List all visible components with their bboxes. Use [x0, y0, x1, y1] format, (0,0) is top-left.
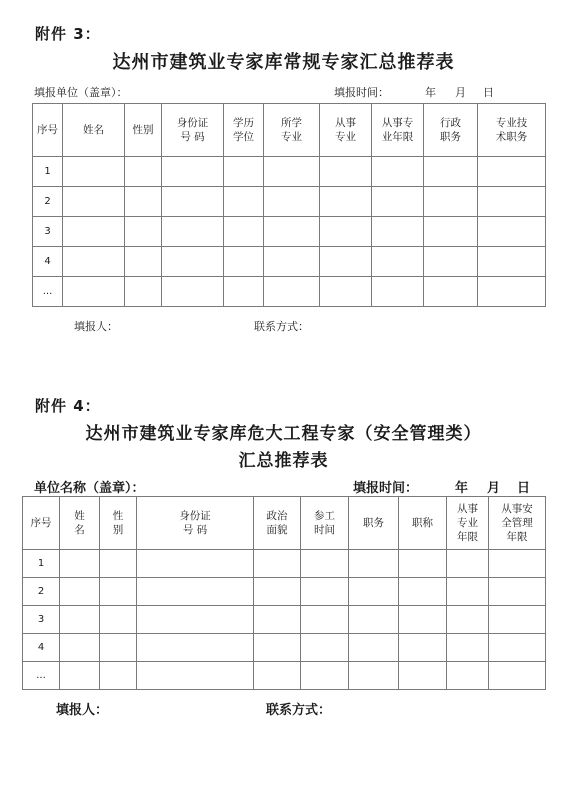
empty-cell: [254, 634, 301, 662]
empty-cell: [224, 277, 264, 307]
empty-cell: [301, 550, 349, 578]
empty-cell: [399, 634, 447, 662]
empty-cell: [137, 634, 254, 662]
empty-cell: [478, 247, 546, 277]
attachment-4-title: 达州市建筑业专家库危大工程专家（安全管理类）: [85, 424, 482, 444]
empty-cell: [478, 157, 546, 187]
header-cell: 学历 学位: [224, 104, 264, 157]
empty-cell: [301, 634, 349, 662]
row-number: 3: [33, 217, 63, 247]
header-cell: 参工 时间: [301, 497, 349, 550]
empty-cell: [489, 634, 546, 662]
empty-cell: [162, 247, 224, 277]
empty-cell: [424, 247, 478, 277]
fill-unit-label: 填报单位（盖章）：: [34, 86, 128, 99]
empty-cell: [447, 550, 489, 578]
empty-cell: [224, 187, 264, 217]
header-cell: 专业技 术职务: [478, 104, 546, 157]
empty-cell: [320, 247, 372, 277]
empty-cell: [399, 662, 447, 690]
empty-cell: [447, 662, 489, 690]
table-regular-experts: [32, 103, 546, 307]
empty-cell: [349, 662, 399, 690]
empty-cell: [254, 662, 301, 690]
empty-cell: [349, 634, 399, 662]
empty-cell: [399, 606, 447, 634]
empty-cell: [301, 662, 349, 690]
empty-cell: [125, 247, 162, 277]
empty-cell: [137, 578, 254, 606]
row-number: 1: [23, 550, 60, 578]
empty-cell: [372, 157, 424, 187]
empty-cell: [301, 578, 349, 606]
table-row: [33, 187, 546, 217]
table-row: [33, 217, 546, 247]
row-number: 2: [23, 578, 60, 606]
row-number: ...: [33, 277, 63, 307]
filler-label: 填报人：: [56, 703, 109, 718]
header-cell: 职称: [399, 497, 447, 550]
empty-cell: [320, 187, 372, 217]
empty-cell: [489, 606, 546, 634]
empty-cell: [162, 187, 224, 217]
empty-cell: [125, 217, 162, 247]
empty-cell: [100, 578, 137, 606]
attachment-4-label: 附件 4：: [35, 397, 101, 415]
empty-cell: [349, 578, 399, 606]
empty-cell: [224, 157, 264, 187]
header-cell: 从事 专业: [320, 104, 372, 157]
empty-cell: [399, 578, 447, 606]
header-cell: 姓名: [63, 104, 125, 157]
empty-cell: [60, 550, 100, 578]
empty-cell: [162, 157, 224, 187]
empty-cell: [60, 662, 100, 690]
header-cell: 从事专 业年限: [372, 104, 424, 157]
row-number: 3: [23, 606, 60, 634]
fill-date-label: 填报时间：: [353, 481, 419, 496]
table-row: [23, 634, 546, 662]
empty-cell: [125, 277, 162, 307]
date-month-label: 月: [487, 481, 501, 496]
header-cell: 政治 面貌: [254, 497, 301, 550]
empty-cell: [489, 578, 546, 606]
empty-cell: [100, 550, 137, 578]
empty-cell: [372, 187, 424, 217]
empty-cell: [100, 634, 137, 662]
empty-cell: [100, 606, 137, 634]
empty-cell: [320, 157, 372, 187]
empty-cell: [137, 662, 254, 690]
empty-cell: [372, 277, 424, 307]
table-header-row: [33, 104, 546, 157]
empty-cell: [137, 550, 254, 578]
empty-cell: [264, 157, 320, 187]
header-cell: 性 别: [100, 497, 137, 550]
empty-cell: [100, 662, 137, 690]
empty-cell: [254, 550, 301, 578]
unit-name-label: 单位名称（盖章）：: [34, 481, 145, 496]
row-number: 4: [33, 247, 63, 277]
empty-cell: [60, 634, 100, 662]
empty-cell: [125, 187, 162, 217]
table-row: [33, 157, 546, 187]
empty-cell: [478, 187, 546, 217]
date-year-label: 年: [455, 481, 469, 496]
table-row: [33, 277, 546, 307]
empty-cell: [125, 157, 162, 187]
empty-cell: [137, 606, 254, 634]
table-row: [23, 550, 546, 578]
empty-cell: [489, 550, 546, 578]
attachment-3-label: 附件 3：: [35, 25, 101, 43]
empty-cell: [320, 217, 372, 247]
empty-cell: [424, 277, 478, 307]
date-day-label: 日: [483, 86, 494, 99]
empty-cell: [478, 277, 546, 307]
filler-label: 填报人：: [74, 320, 118, 333]
table-header-row: [23, 497, 546, 550]
header-cell: 序号: [23, 497, 60, 550]
fill-date-label: 填报时间：: [334, 86, 389, 99]
empty-cell: [63, 217, 125, 247]
attachment-4-subtitle: 汇总推荐表: [238, 451, 329, 471]
date-year-label: 年: [425, 86, 436, 99]
empty-cell: [424, 217, 478, 247]
empty-cell: [372, 247, 424, 277]
contact-label: 联系方式：: [266, 703, 332, 718]
empty-cell: [254, 606, 301, 634]
empty-cell: [264, 277, 320, 307]
empty-cell: [224, 247, 264, 277]
contact-label: 联系方式：: [254, 320, 309, 333]
header-cell: 从事 专业 年限: [447, 497, 489, 550]
row-number: 1: [33, 157, 63, 187]
empty-cell: [63, 277, 125, 307]
empty-cell: [63, 187, 125, 217]
date-month-label: 月: [455, 86, 466, 99]
row-number: 2: [33, 187, 63, 217]
header-cell: 从事安 全管理 年限: [489, 497, 546, 550]
empty-cell: [349, 550, 399, 578]
empty-cell: [60, 606, 100, 634]
empty-cell: [264, 187, 320, 217]
empty-cell: [372, 217, 424, 247]
empty-cell: [447, 634, 489, 662]
header-cell: 序号: [33, 104, 63, 157]
row-number: 4: [23, 634, 60, 662]
empty-cell: [224, 217, 264, 247]
table-row: [23, 578, 546, 606]
header-cell: 行政 职务: [424, 104, 478, 157]
table-row: [23, 662, 546, 690]
empty-cell: [63, 157, 125, 187]
header-cell: 身份证 号 码: [162, 104, 224, 157]
date-day-label: 日: [517, 481, 531, 496]
header-cell: 姓 名: [60, 497, 100, 550]
empty-cell: [264, 217, 320, 247]
attachment-3-title: 达州市建筑业专家库常规专家汇总推荐表: [112, 52, 455, 73]
empty-cell: [60, 578, 100, 606]
empty-cell: [264, 247, 320, 277]
table-safety-experts: [22, 496, 546, 690]
empty-cell: [162, 277, 224, 307]
empty-cell: [301, 606, 349, 634]
empty-cell: [478, 217, 546, 247]
table-row: [23, 606, 546, 634]
empty-cell: [447, 606, 489, 634]
empty-cell: [162, 217, 224, 247]
row-number: ...: [23, 662, 60, 690]
empty-cell: [424, 157, 478, 187]
empty-cell: [447, 578, 489, 606]
header-cell: 身份证 号 码: [137, 497, 254, 550]
header-cell: 性别: [125, 104, 162, 157]
header-cell: 所学 专业: [264, 104, 320, 157]
empty-cell: [63, 247, 125, 277]
empty-cell: [320, 277, 372, 307]
empty-cell: [489, 662, 546, 690]
header-cell: 职务: [349, 497, 399, 550]
empty-cell: [254, 578, 301, 606]
table-row: [33, 247, 546, 277]
empty-cell: [424, 187, 478, 217]
empty-cell: [349, 606, 399, 634]
empty-cell: [399, 550, 447, 578]
